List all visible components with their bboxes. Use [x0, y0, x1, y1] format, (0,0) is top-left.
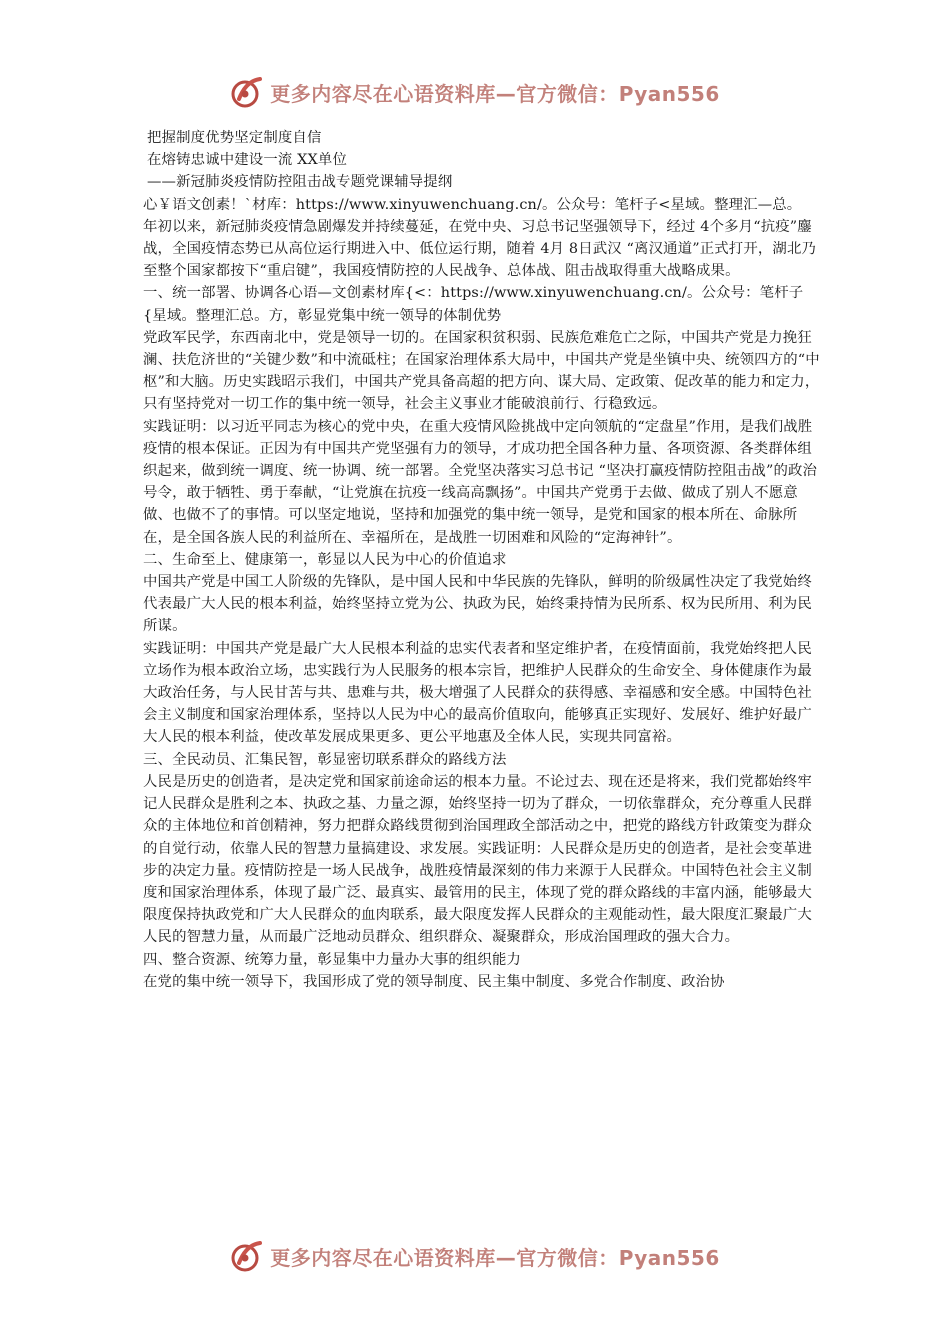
- logo-icon: [230, 1239, 264, 1273]
- section-heading: 三、全民动员、汇集民智，彰显密切联系群众的路线方法: [143, 751, 507, 768]
- paragraph: 人民是历史的创造者，是决定党和国家前途命运的根本力量。不论过去、现在还是将来，我们党都始终牢记人民群众是胜利之本、执政之基、力量之源，始终坚持一切为了群众，一切依靠群众，充分尊重人民群众的主体地位和首创精神，努力把群众路线贯彻到治国理政全部活动之中，把党的路线方针政策变为群众的自觉行动，依靠人民的智慧力量搞建设、求发展。实践证明：人民群众是历史的创造者，是社会变革进步的决定力量。疫情防控是一场人民战争，战胜疫情最深刻的伟力来源于人民群众。中国特色社会主义制度和国家治理体系，体现了最广泛、最真实、最管用的民主，体现了党的群众路线的丰富内涵，能够最大限度保持执政党和广大人民群众的血肉联系，最大限度发挥人民群众的主观能动性，最大限度汇聚最广大人民的智慧力量，从而最广泛地动员群众、组织群众、凝聚群众，形成治国理政的强大合力。: [143, 773, 812, 946]
- watermark-text: 更多内容尽在心语资料库—官方微信：Pyan556: [270, 1245, 720, 1270]
- watermark-banner-bottom: [0, 1236, 950, 1276]
- section-heading: 四、整合资源、统筹力量，彰显集中力量办大事的组织能力: [143, 951, 522, 968]
- paragraph: 在党的集中统一领导下，我国形成了党的领导制度、民主集中制度、多党合作制度、政治协: [143, 973, 725, 990]
- document-body: [143, 127, 823, 993]
- watermark-text: 更多内容尽在心语资料库—官方微信：Pyan556: [270, 81, 720, 106]
- paragraph: 实践证明：中国共产党是最广大人民根本利益的忠实代表者和坚定维护者，在疫情面前，我党始终把人民立场作为根本政治立场，忠实践行为人民服务的根本宗旨，把维护人民群众的生命安全、身体健康作为最大政治任务，与人民甘苦与共、患难与共，极大增强了人民群众的获得感、幸福感和安全感。中国特色社会主义制度和国家治理体系，坚持以人民为中心的最高价值取向，能够真正实现好、发展好、维护好最广大人民的根本利益，使改革发展成果更多、更公平地惠及全体人民，实现共同富裕。: [143, 640, 812, 746]
- logo-icon: [230, 75, 264, 109]
- paragraph: 年初以来，新冠肺炎疫情急剧爆发并持续蔓延，在党中央、习总书记坚强领导下，经过 4个多月“抗疫”鏖战，全国疫情态势已从高位运行期进入中、低位运行期，随着 4月 8日武汉 “离汉通道”正式打开，湖北乃至整个国家都按下“重启键”，我国疫情防控的人民战争、总体战、阻击战取得重大战略成果。: [143, 218, 817, 280]
- watermark-banner-top: [0, 72, 950, 112]
- section-heading: 二、生命至上、健康第一，彰显以人民为中心的价值追求: [143, 551, 507, 568]
- source-note: 心￥语文创素！`材库：https://www.xinyuwenchuang.cn/。公众号：笔杆子<星域。整理汇—总。: [143, 196, 802, 213]
- title-line-2: 在熔铸忠诚中建设一流 XX单位: [147, 152, 348, 169]
- paragraph: 党政军民学，东西南北中，党是领导一切的。在国家积贫积弱、民族危难危亡之际，中国共产党是力挽狂澜、扶危济世的“关键少数”和中流砥柱；在国家治理体系大局中，中国共产党是坐镇中央、统领四方的“中枢”和大脑。历史实践昭示我们，中国共产党具备高超的把方向、谋大局、定政策、促改革的能力和定力，只有坚持党对一切工作的集中统一领导，社会主义事业才能破浪前行、行稳致远。: [143, 329, 820, 413]
- paragraph: 中国共产党是中国工人阶级的先锋队，是中国人民和中华民族的先锋队，鲜明的阶级属性决定了我党始终代表最广大人民的根本利益，始终坚持立党为公、执政为民，始终秉持情为民所系、权为民所用、利为民所谋。: [143, 574, 812, 635]
- paragraph: 实践证明：以习近平同志为核心的党中央，在重大疫情风险挑战中定向领航的“定盘星”作用，是我们战胜疫情的根本保证。正因为有中国共产党坚强有力的领导，才成功把全国各种力量、各项资源、各类群体组织起来，做到统一调度、统一协调、统一部署。全党坚决落实习总书记 “坚决打赢疫情防控阻击战”的政治号令，敢于牺牲、勇于奉献，“让党旗在抗疫一线高高飘扬”。中国共产党勇于去做、做成了别人不愿意做、也做不了的事情。可以坚定地说，坚持和加强党的集中统一领导，是党和国家的根本所在、命脉所在，是全国各族人民的利益所在、幸福所在，是战胜一切困难和风险的“定海神针”。: [143, 418, 818, 546]
- subtitle: ——新冠肺炎疫情防控阻击战专题党课辅导提纲: [147, 174, 453, 191]
- title-line-1: 把握制度优势坚定制度自信: [147, 130, 322, 146]
- section-heading: 一、统一部署、协调各心语—文创素材库{<：https://www.xinyuwenchuang.cn/。公众号：笔杆子{星域。整理汇总。方，彰显党集中统一领导的体制优势: [143, 285, 804, 324]
